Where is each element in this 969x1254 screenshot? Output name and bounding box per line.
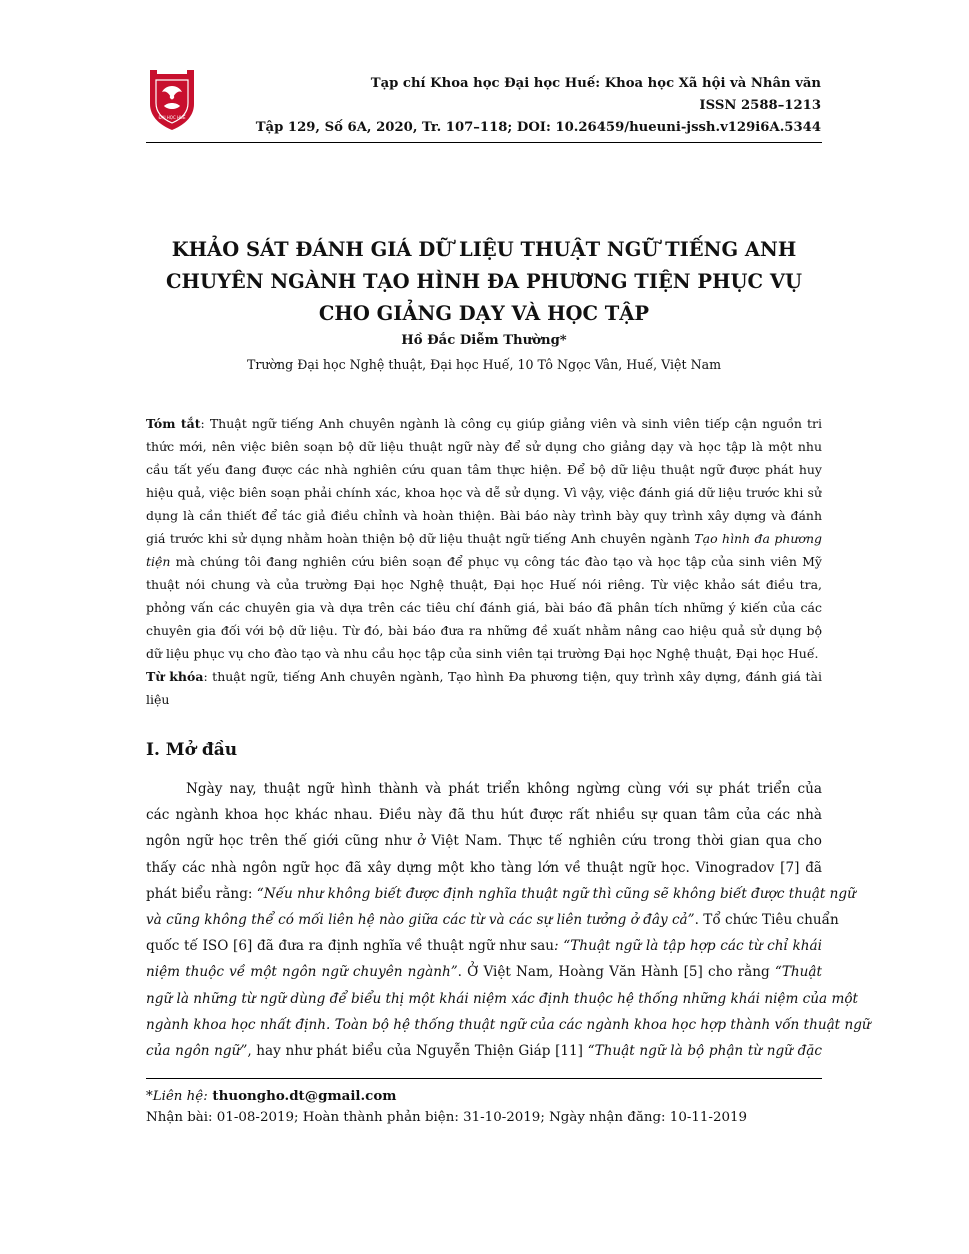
logo-text: ĐẠI HỌC HUẾ — [158, 115, 186, 120]
body-quote: của ngôn ngữ” — [146, 1042, 248, 1059]
abstract-line: dữ liệu phục vụ cho đào tạo và nhu cầu học tập của sinh viên tại trường Đại học Nghệ thuật, Đại học Huế. — [146, 646, 819, 661]
contact-email: thuongho.dt@gmail.com — [207, 1088, 397, 1104]
journal-name: Tạp chí Khoa học Đại học Huế: Khoa học Xã hội và Nhân văn — [370, 76, 821, 91]
body-quote: “Thuật — [774, 964, 822, 981]
abstract-line: : Thuật ngữ tiếng Anh chuyên ngành là công cụ giúp giảng viên và sinh viên tiếp cận nguồn tri — [200, 416, 822, 431]
abstract-line: mà chúng tôi đang nghiên cứu biên soạn để phục vụ công tác đào tạo và học tập của sinh viên Mỹ — [170, 554, 822, 569]
body-quote: ngành khoa học nhất định. Toàn bộ hệ thống thuật ngữ của các ngành khoa học hợp thành vốn thuật ngữ — [146, 1016, 871, 1033]
body-text — [146, 776, 871, 1064]
footnote-contact — [146, 1088, 396, 1104]
abstract — [146, 412, 822, 665]
abstract-line: hiệu quả, việc biên soạn phải chính xác, khoa học và dễ sử dụng. Vì vậy, việc đánh giá dữ liệu trước khi sử — [146, 485, 822, 500]
keywords-line: : thuật ngữ, tiếng Anh chuyên ngành, Tạo hình Đa phương tiện, quy trình xây dựng, đánh giá tài — [203, 669, 822, 684]
keywords-line: liệu — [146, 692, 170, 707]
author-affiliation: Trường Đại học Nghệ thuật, Đại học Huế, 10 Tô Ngọc Vân, Huế, Việt Nam — [246, 357, 722, 372]
body-line: phát biểu rằng: — [146, 885, 257, 902]
body-quote: niệm thuộc về một ngôn ngữ chuyên ngành” — [146, 964, 458, 981]
title-line-1: KHẢO SÁT ĐÁNH GIÁ DỮ LIỆU THUẬT NGỮ TIẾNG ANH — [171, 238, 797, 261]
journal-issn: ISSN 2588–1213 — [699, 98, 821, 113]
abstract-line: dụng là cần thiết để tác giả điều chỉnh và hoàn thiện. Bài báo này trình bày quy trình xây dựng và đánh — [146, 508, 822, 523]
keywords — [146, 665, 822, 711]
abstract-line: giá trước khi sử dụng nhằm hoàn thiện bộ dữ liệu thuật ngữ tiếng Anh chuyên ngành — [146, 531, 695, 546]
paper-title — [120, 234, 848, 330]
journal-header — [181, 73, 821, 139]
body-line: quốc tế ISO [6] đã đưa ra định nghĩa về thuật ngữ như sau — [146, 938, 555, 955]
footnote-dates: Nhận bài: 01-08-2019; Hoàn thành phản biện: 31-10-2019; Ngày nhận đăng: 10-11-2019 — [146, 1110, 748, 1125]
abstract-line: thuật nói chung và của trường Đại học Nghệ thuật, Đại học Huế nói riêng. Từ việc khảo sát điều tra, — [146, 577, 822, 592]
body-line: . Ở Việt Nam, Hoàng Văn Hành [5] cho rằng — [457, 964, 775, 981]
author-name: Hồ Đắc Diễm Thường* — [401, 333, 567, 348]
abstract-label: Tóm tắt — [146, 416, 201, 431]
body-line: Ngày nay, thuật ngữ hình thành và phát triển không ngừng cùng với sự phát triển của — [186, 781, 822, 797]
header-divider — [146, 142, 822, 143]
journal-volume-doi: Tập 129, Số 6A, 2020, Tr. 107–118; DOI: 10.26459/hueuni-jssh.v129i6A.5344 — [255, 120, 821, 135]
contact-label: *Liên hệ: — [146, 1089, 208, 1104]
body-quote: “Nếu như không biết được định nghĩa thuật ngữ thì cũng sẽ không biết được thuật ngữ — [256, 885, 856, 902]
body-line: thấy các nhà ngôn ngữ học đã xây dựng một kho tàng lớn về thuật ngữ học. Vinogradov [7] đã — [146, 859, 822, 876]
title-line-2: CHUYÊN NGÀNH TẠO HÌNH ĐA PHƯƠNG TIỆN PHỤC VỤ — [166, 270, 802, 293]
body-quote: “Thuật ngữ là bộ phận từ ngữ đặc — [587, 1042, 822, 1059]
abstract-line: thức mới, nên việc biên soạn bộ dữ liệu thuật ngữ này để sử dụng cho giảng dạy và học tập là một nhu — [146, 439, 822, 454]
body-line: . Tổ chức Tiêu chuẩn — [694, 911, 839, 928]
footnote-divider — [146, 1078, 822, 1079]
body-quote: và cũng không thể có mối liên hệ nào giữa các từ và các sự liên tưởng ở đây cả” — [146, 911, 695, 928]
abstract-line: cầu tất yếu đang được các nhà nghiên cứu quan tâm thực hiện. Để bộ dữ liệu thuật ngữ được phát huy — [146, 462, 822, 477]
keywords-label: Từ khóa — [146, 669, 204, 684]
body-line: các ngành khoa học khác nhau. Điều này đã thu hút được rất nhiều sự quan tâm của các nhà — [146, 807, 822, 824]
body-line: , hay như phát biểu của Nguyễn Thiện Giáp [11] — [247, 1042, 588, 1059]
section-heading: I. Mở đầu — [146, 740, 238, 760]
body-quote: ngữ là những từ ngữ dùng để biểu thị một khái niệm xác định thuộc hệ thống những khái niệm của một — [146, 990, 859, 1007]
abstract-italic-term: Tạo hình đa phương — [694, 531, 822, 546]
title-line-3: CHO GIẢNG DẠY VÀ HỌC TẬP — [318, 302, 650, 325]
abstract-italic-term: tiện — [146, 554, 171, 569]
abstract-line: chuyên gia đối với bộ dữ liệu. Từ đó, bài báo đưa ra những đề xuất nhằm nâng cao hiệu quả sử dụng bộ — [146, 623, 822, 638]
body-line: ngôn ngữ học trên thế giới cũng như ở Việt Nam. Thực tế nghiên cứu trong thời gian qua cho — [146, 833, 822, 850]
body-quote: : “Thuật ngữ là tập hợp các từ chỉ khái — [554, 938, 822, 955]
abstract-line: phỏng vấn các chuyên gia và dựa trên các tiêu chí đánh giá, bài báo đã phân tích những ý kiến của các — [146, 600, 822, 615]
